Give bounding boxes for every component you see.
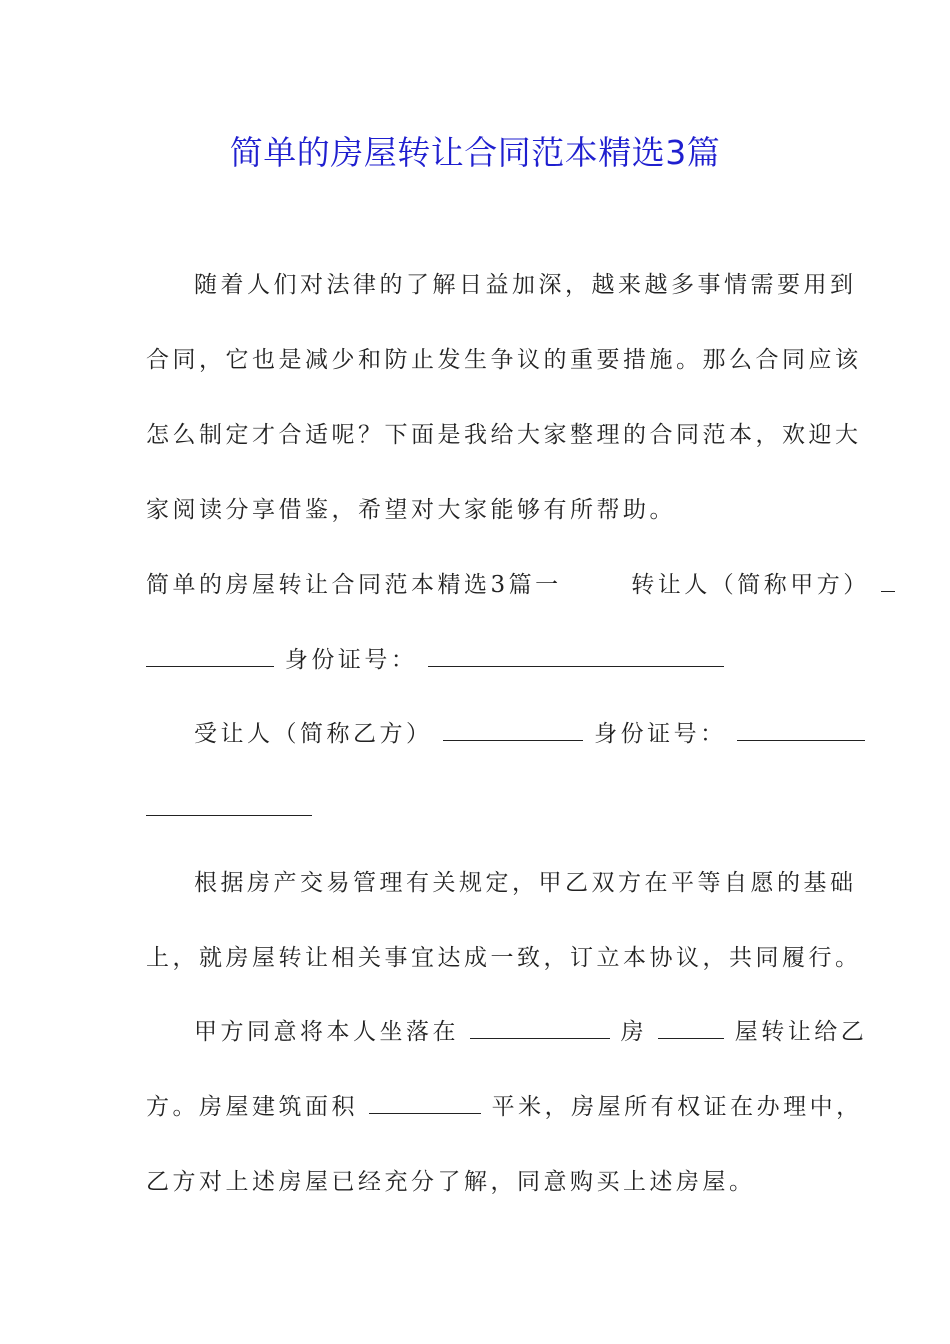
- transferor-name-blank-cont[interactable]: [146, 648, 274, 667]
- room-blank[interactable]: [658, 1020, 724, 1039]
- clause-line-2: [146, 1090, 863, 1124]
- clause-line-3: 乙方对上述房屋已经充分了解，同意购买上述房屋。: [146, 1169, 756, 1195]
- clause-part-2: 房: [620, 1019, 648, 1045]
- transferor-id-row: [146, 643, 808, 677]
- section-heading-row: [146, 568, 870, 602]
- clause-line-1: [194, 1015, 868, 1049]
- intro-line-3: 怎么制定才合适呢？下面是我给大家整理的合同范本，欢迎大: [146, 422, 862, 448]
- clause-line-2a: 方。房屋建筑面积: [146, 1094, 358, 1120]
- clause-line-2b: 平米，房屋所有权证在办理中，: [491, 1094, 863, 1120]
- clause-part-1: 甲方同意将本人坐落在: [194, 1019, 459, 1045]
- transferee-label: 受让人（简称乙方）: [194, 721, 433, 747]
- transferee-row: [194, 717, 808, 751]
- section-heading: 简单的房屋转让合同范本精选3篇一: [146, 572, 562, 598]
- location-blank[interactable]: [470, 1020, 610, 1039]
- area-blank[interactable]: [369, 1095, 481, 1114]
- transferee-id-label: 身份证号：: [594, 721, 727, 747]
- transferee-id-blank-cont[interactable]: [146, 797, 312, 816]
- intro-line-4: 家阅读分享借鉴，希望对大家能够有所帮助。: [146, 497, 676, 523]
- transferee-id-blank[interactable]: [737, 722, 865, 741]
- transferee-name-blank[interactable]: [443, 722, 583, 741]
- transferor-id-label: 身份证号：: [284, 647, 418, 673]
- document-title: 简单的房屋转让合同范本精选3篇: [229, 133, 721, 172]
- intro-line-2: 合同，它也是减少和防止发生争议的重要措施。那么合同应该: [146, 347, 862, 373]
- transferor-name-blank[interactable]: [881, 573, 895, 592]
- basis-line-2: 上，就房屋转让相关事宜达成一致，订立本协议，共同履行。: [146, 945, 862, 971]
- transferor-label: 转让人（简称甲方）: [631, 572, 870, 598]
- basis-line-1: 根据房产交易管理有关规定，甲乙双方在平等自愿的基础: [194, 870, 857, 896]
- intro-line-1: 随着人们对法律的了解日益加深，越来越多事情需要用到: [194, 272, 857, 298]
- transferee-id-row-cont: [146, 792, 808, 826]
- clause-part-3: 屋转让给乙: [734, 1019, 868, 1045]
- transferor-id-blank[interactable]: [428, 648, 724, 667]
